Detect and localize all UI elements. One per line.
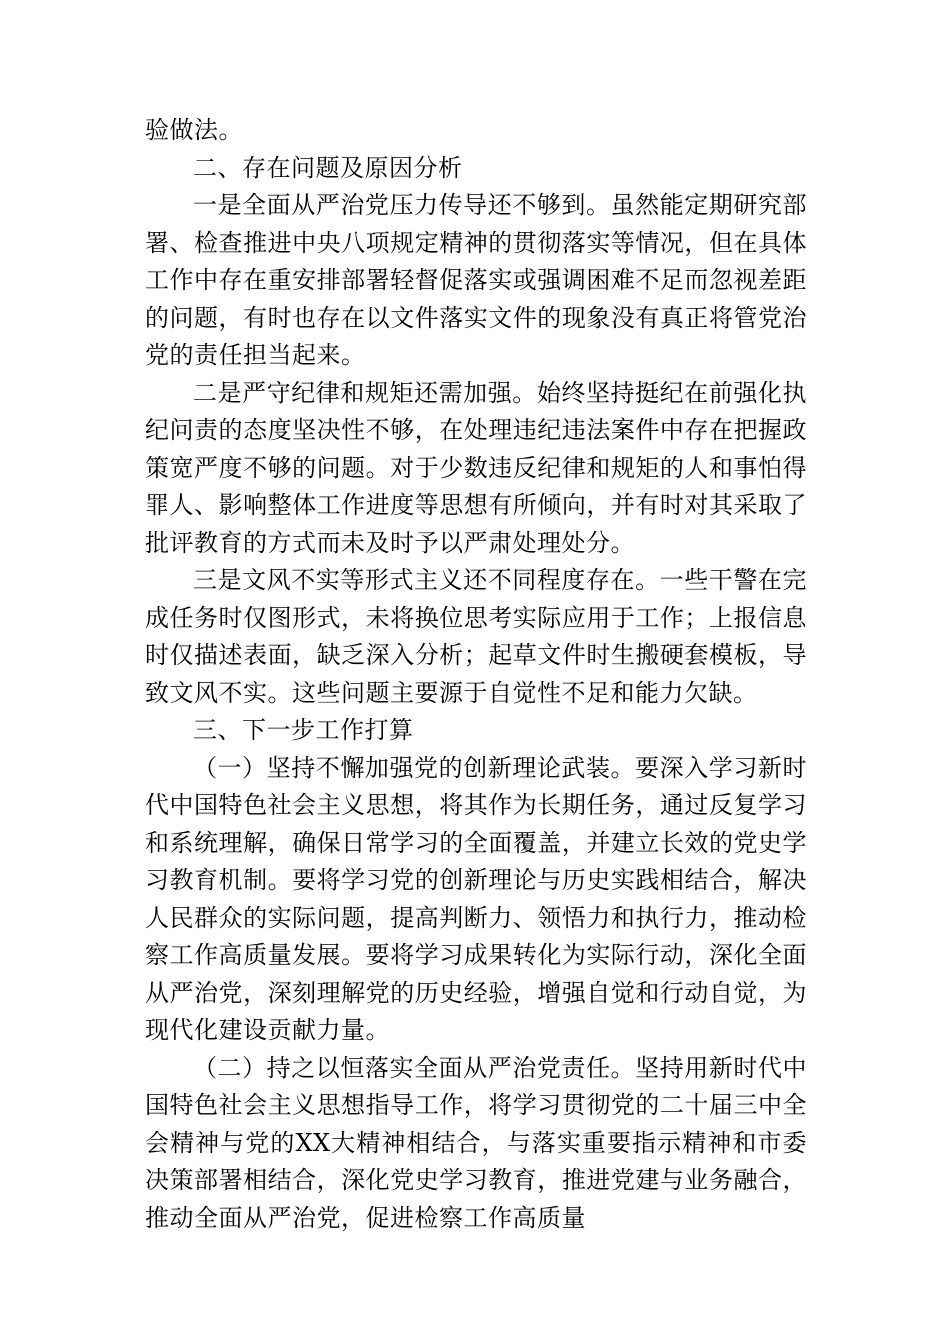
document-body [145,112,807,1237]
paragraph-problem-1: 一是全面从严治党压力传导还不够到。虽然能定期研究部署、检查推进中央八项规定精神的贯彻落实等情况，但在具体工作中存在重安排部署轻督促落实或强调困难不足而忽视差距的问题，有时也存在以文件落实文件的现象没有真正将管党治党的责任担当起来。 [145,191,807,369]
section-heading-problems: 二、存在问题及原因分析 [193,153,463,182]
paragraph-plan-2: （二）持之以恒落实全面从严治党责任。坚持用新时代中国特色社会主义思想指导工作，将学习贯彻党的二十届三中全会精神与党的XX大精神相结合，与落实重要指示精神和市委决策部署相结合，深化党史学习教育，推进党建与业务融合，推动全面从严治党，促进检察工作高质量 [145,1053,807,1232]
paragraph-continuation: 验做法。 [145,116,243,144]
paragraph-problem-3: 三是文风不实等形式主义还不同程度存在。一些干警在完成任务时仅图形式，未将换位思考实际应用于工作；上报信息时仅描述表面，缺乏深入分析；起草文件时生搬硬套模板，导致文风不实。这些问题主要源于自觉性不足和能力欠缺。 [145,566,807,707]
section-heading-next-steps: 三、下一步工作打算 [193,716,414,744]
paragraph-plan-1: （一）坚持不懈加强党的创新理论武装。要深入学习新时代中国特色社会主义思想，将其作为长期任务，通过反复学习和系统理解，确保日常学习的全面覆盖，并建立长效的党史学习教育机制。要将学习党的创新理论与历史实践相结合，解决人民群众的实际问题，提高判断力、领悟力和执行力，推动检察工作高质量发展。要将学习成果转化为实际行动，深化全面从严治党，深刻理解党的历史经验，增强自觉和行动自觉，为现代化建设贡献力量。 [145,753,807,1044]
paragraph-problem-2: 二是严守纪律和规矩还需加强。始终坚持挺纪在前强化执纪问责的态度坚决性不够，在处理违纪违法案件中存在把握政策宽严度不够的问题。对于少数违反纪律和规矩的人和事怕得罪人、影响整体工作进度等思想有所倾向，并有时对其采取了批评教育的方式而未及时予以严肃处理处分。 [145,378,807,557]
